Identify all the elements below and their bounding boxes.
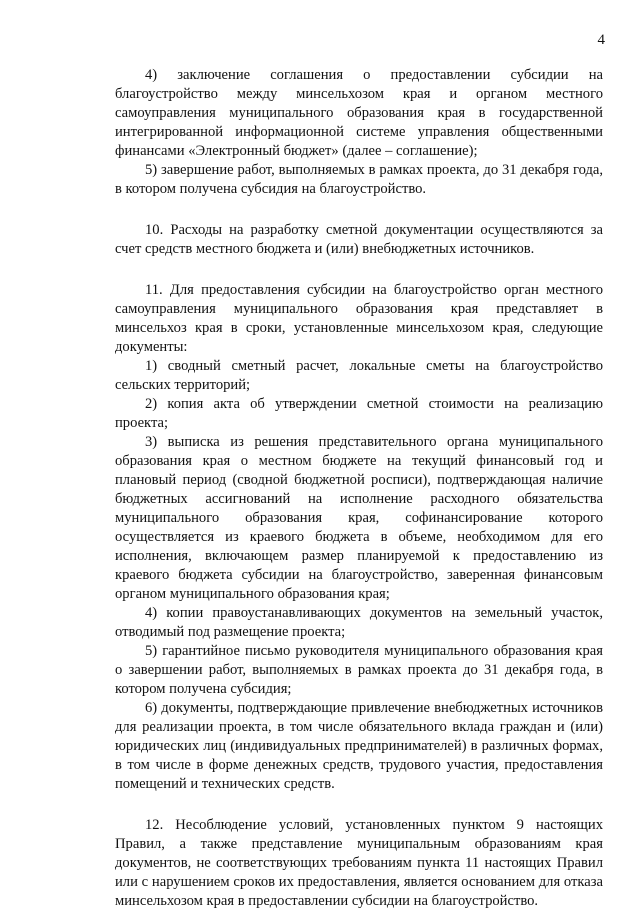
paragraph-11-item-3: 3) выписка из решения представительного органа муниципального образования края о местном бюджете на текущий финансовый год и плановый период (сводной бюджетной росписи), подтверждающая наличие бюджетных ассигнований на исполнение расходного обязательства муниципального образования края, софинансирование которого осуществляется из краевого бюджета в объеме, необходимом для его исполнения, включающем размер планируемой к предоставлению из краевого бюджета субсидии на благоустройство, заверенная финансовым органом муниципального образования края; bbox=[115, 434, 603, 602]
paragraph-11-item-4: 4) копии правоустанавливающих документов на земельный участок, отводимый под размещение проекта; bbox=[115, 605, 603, 640]
page-number: 4 bbox=[597, 32, 605, 48]
paragraph-4-item-5: 5) завершение работ, выполняемых в рамках проекта, до 31 декабря года, в котором получена субсидия на благоустройство. bbox=[115, 162, 603, 197]
paragraph-11-item-1: 1) сводный сметный расчет, локальные сметы на благоустройство сельских территорий; bbox=[115, 358, 603, 393]
paragraph-11-item-5: 5) гарантийное письмо руководителя муниципального образования края о завершении работ, выполняемых в рамках проекта до 31 декабря года, в котором получена субсидия; bbox=[115, 643, 603, 697]
paragraph-4-item-4: 4) заключение соглашения о предоставлении субсидии на благоустройство между минсельхозом края и органом местного самоуправления муниципального образования края в государственной интегрированной информационной системе управления общественными финансами «Электронный бюджет» (далее – соглашение); bbox=[115, 67, 603, 159]
paragraph-11-item-2: 2) копия акта об утверждении сметной стоимости на реализацию проекта; bbox=[115, 396, 603, 431]
paragraph-12: 12. Несоблюдение условий, установленных пунктом 9 настоящих Правил, а также представление муниципальным образованиям края документов, не соответствующих требованиям пункта 11 настоящих Правил или с нарушением сроков их предоставления, является основанием для отказа минсельхозом края в предоставлении субсидии на благоустройство. bbox=[115, 817, 603, 909]
paragraph-11: 11. Для предоставления субсидии на благоустройство орган местного самоуправления муниципального образования края представляет в минсельхоз края в сроки, установленные минсельхозом края, следующие документы: bbox=[115, 282, 603, 355]
paragraph-10: 10. Расходы на разработку сметной документации осуществляются за счет средств местного бюджета и (или) внебюджетных источников. bbox=[115, 222, 603, 257]
document-body bbox=[115, 66, 603, 911]
paragraph-11-item-6: 6) документы, подтверждающие привлечение внебюджетных источников для реализации проекта, в том числе обязательного вклада граждан и (или) юридических лиц (индивидуальных предпринимателей) в различных формах, в том числе в форме денежных средств, трудового участия, предоставления помещений и технических средств. bbox=[115, 700, 603, 792]
